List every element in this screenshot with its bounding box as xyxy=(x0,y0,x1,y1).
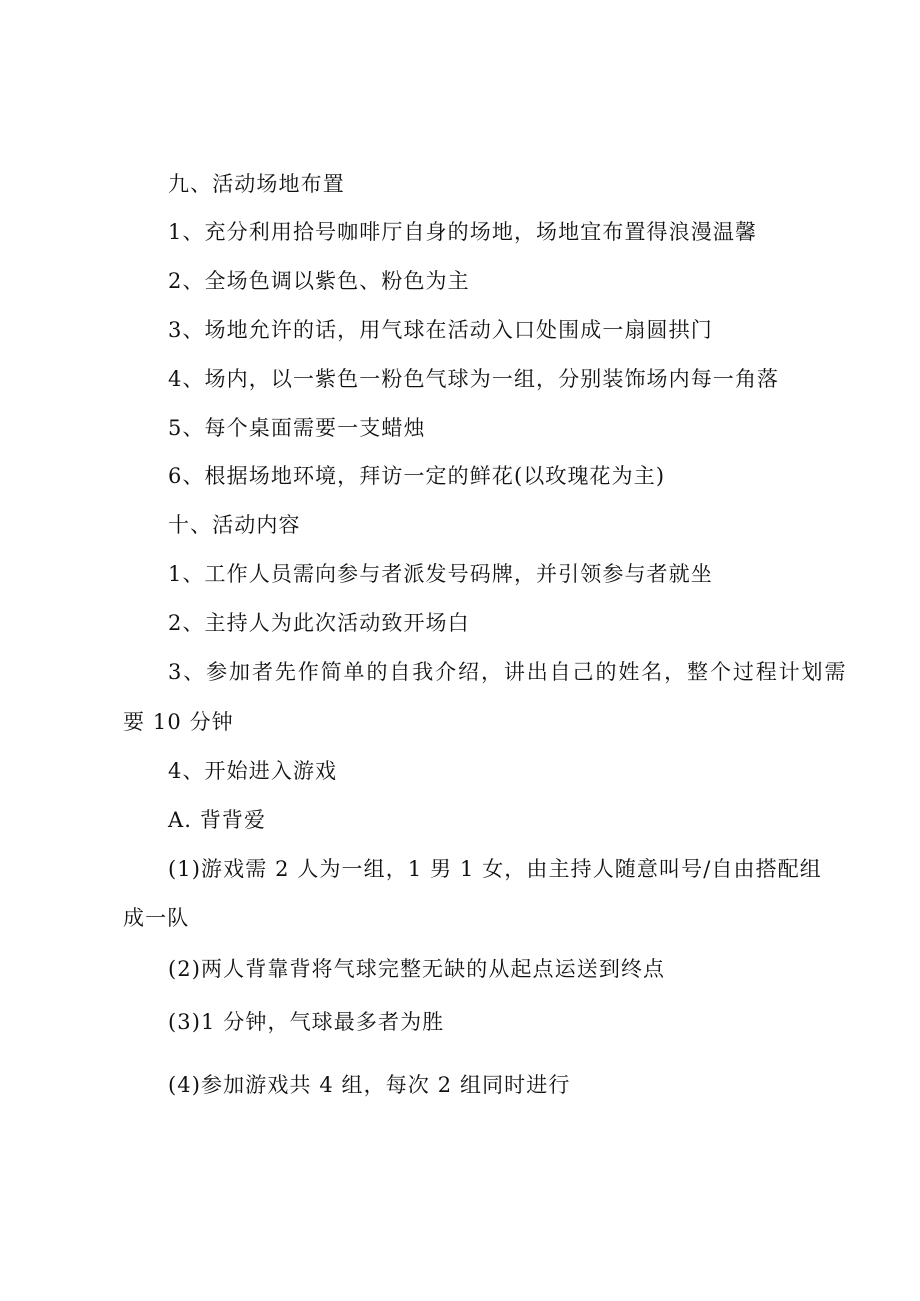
section-9-heading: 九、活动场地布置 xyxy=(168,172,345,196)
section-9-item-2: 2、全场色调以紫色、粉色为主 xyxy=(168,269,470,293)
game-a-title: A. 背背爱 xyxy=(168,808,267,832)
section-10-item-4: 4、开始进入游戏 xyxy=(168,759,338,783)
section-10-item-1: 1、工作人员需向参与者派发号码牌，并引领参与者就坐 xyxy=(168,562,713,586)
section-9-item-5: 5、每个桌面需要一支蜡烛 xyxy=(168,416,426,440)
section-10-item-2: 2、主持人为此次活动致开场白 xyxy=(168,611,470,635)
section-10-item-3-line-1: 3、参加者先作简单的自我介绍，讲出自己的姓名，整个过程计划需 xyxy=(168,660,848,684)
game-a-rule-4: (4)参加游戏共 4 组，每次 2 组同时进行 xyxy=(168,1073,571,1097)
section-9-item-3: 3、场地允许的话，用气球在活动入口处围成一扇圆拱门 xyxy=(168,318,713,342)
section-9-item-6: 6、根据场地环境，拜访一定的鲜花(以玫瑰花为主) xyxy=(168,464,666,488)
section-10-heading: 十、活动内容 xyxy=(168,513,301,537)
game-a-rule-1-line-2: 成一队 xyxy=(123,906,190,930)
game-a-rule-3: (3)1 分钟，气球最多者为胜 xyxy=(168,1010,445,1034)
game-a-rule-2: (2)两人背靠背将气球完整无缺的从起点运送到终点 xyxy=(168,957,666,981)
game-a-rule-1-line-1: (1)游戏需 2 人为一组，1 男 1 女，由主持人随意叫号/自由搭配组 xyxy=(168,857,822,881)
section-9-item-4: 4、场内，以一紫色一粉色气球为一组，分别装饰场内每一角落 xyxy=(168,367,780,391)
section-9-item-1: 1、充分利用拾号咖啡厅自身的场地，场地宜布置得浪漫温馨 xyxy=(168,220,758,244)
section-10-item-3-line-2: 要 10 分钟 xyxy=(123,710,234,734)
